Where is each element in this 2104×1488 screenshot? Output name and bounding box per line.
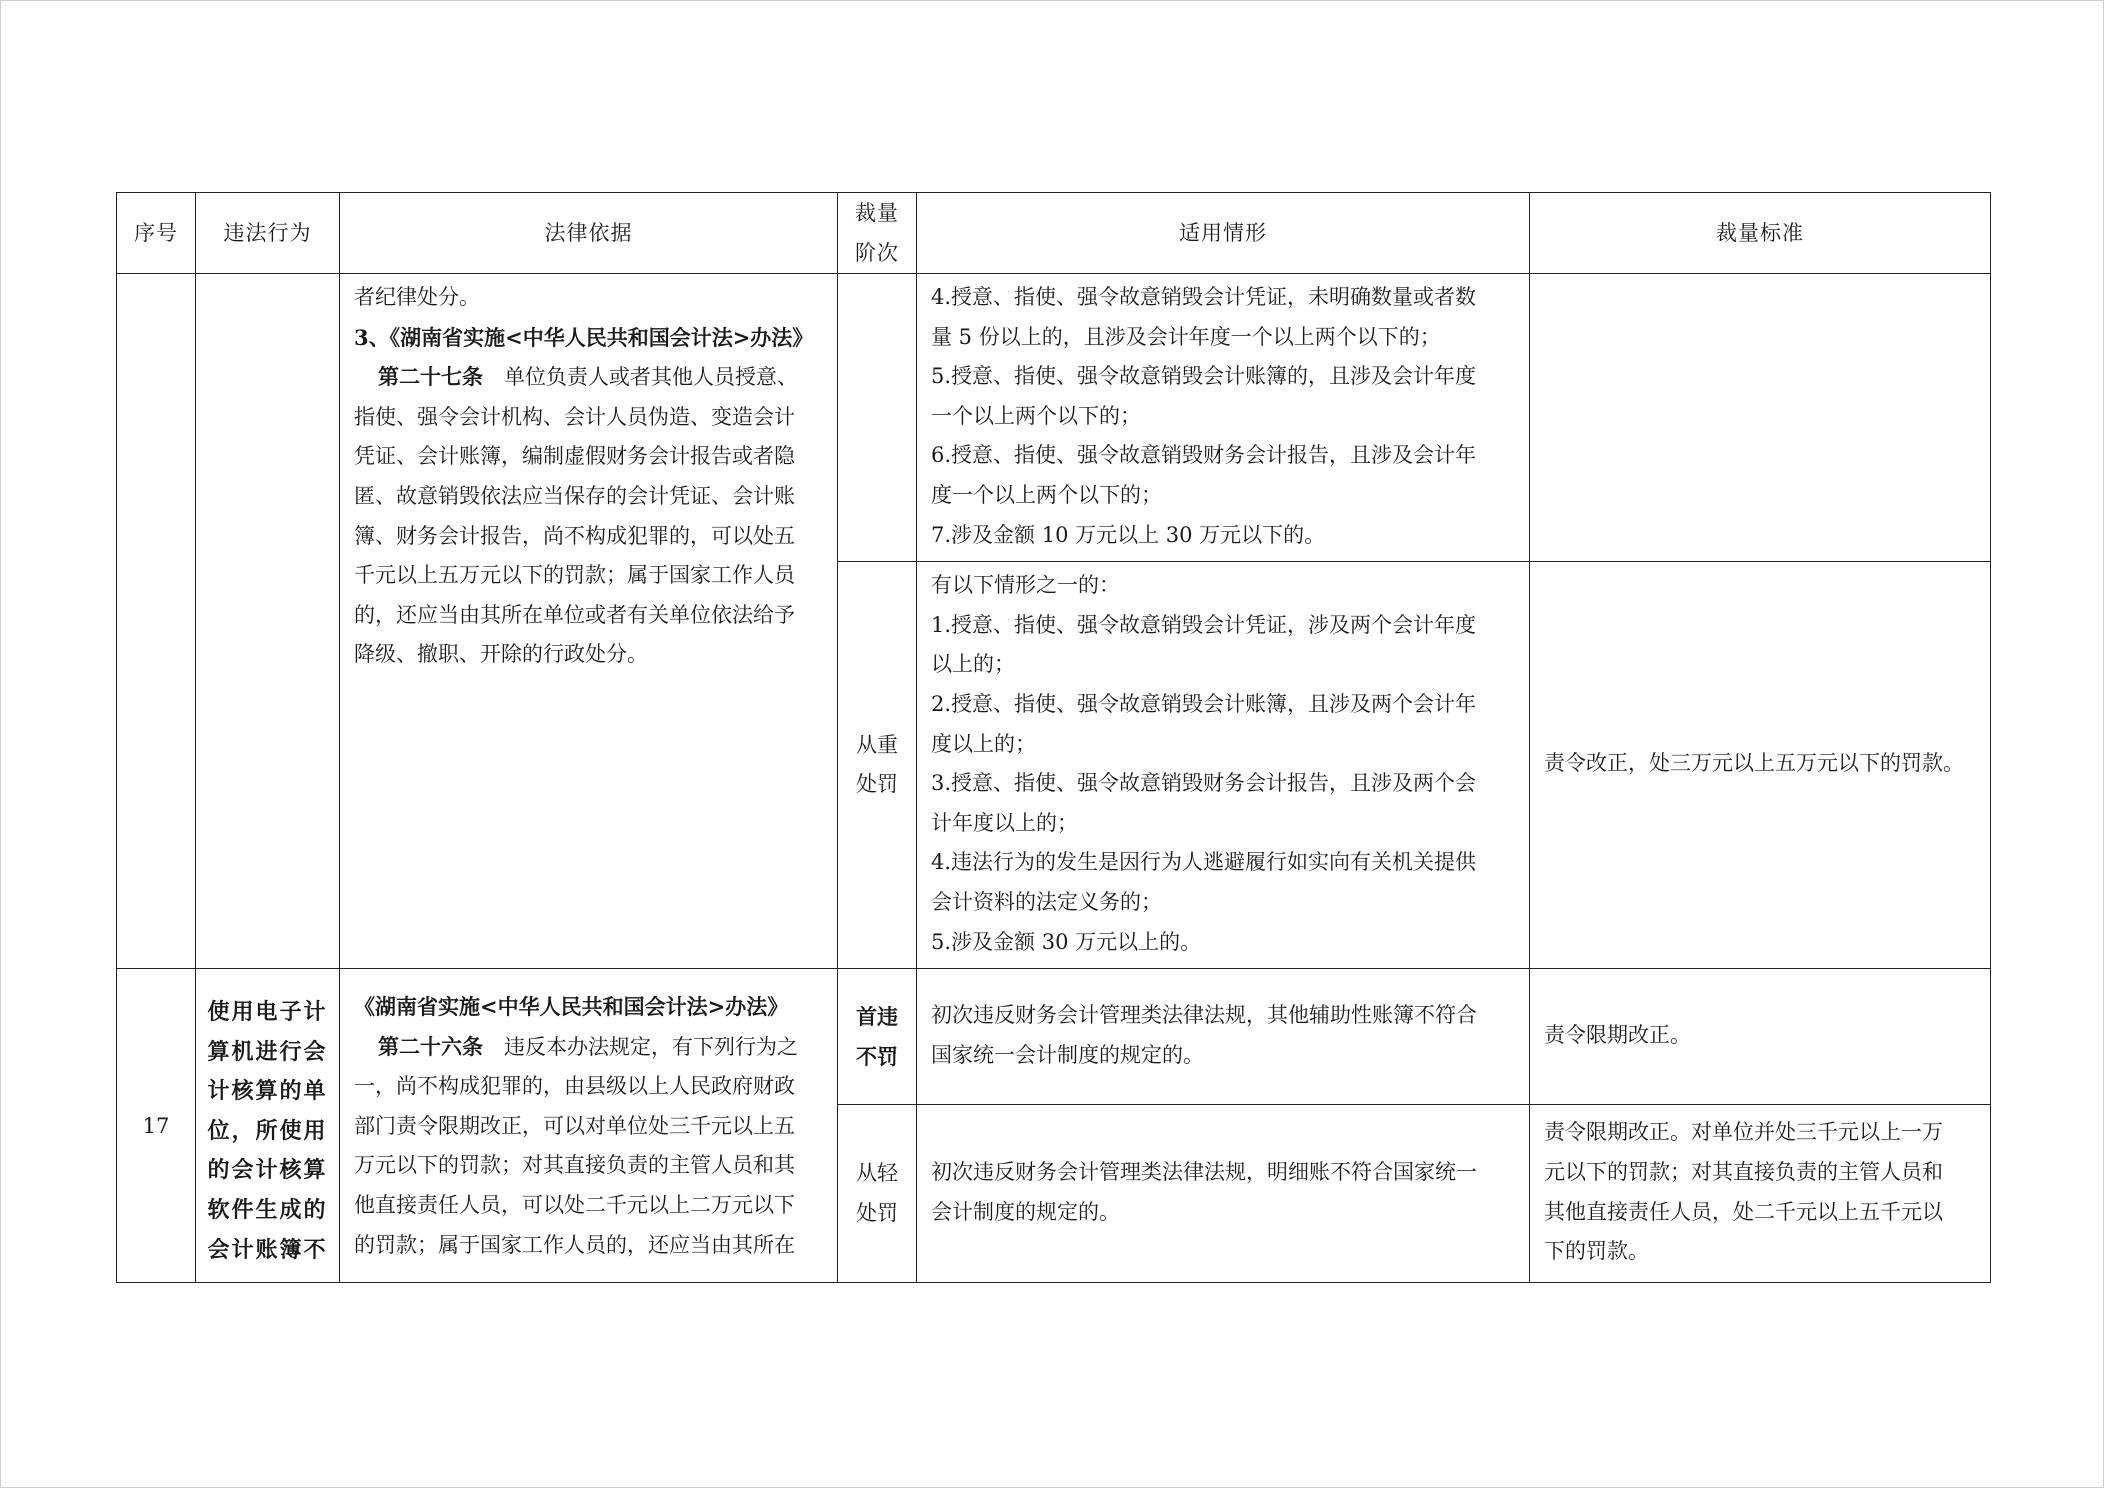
- basis-law-title: 《湖南省实施<中华人民共和国会计法>办法》: [354, 994, 789, 1020]
- situation-line: 国家统一会计制度的规定的。: [931, 1042, 1204, 1067]
- level-line2: 处罚: [856, 772, 898, 797]
- header-basis: 法律依据: [340, 193, 838, 274]
- situation-line: 2.授意、指使、强令故意销毁会计账簿，且涉及两个会计年: [931, 691, 1477, 716]
- basis-line: 匿、故意销毁依法应当保存的会计凭证、会计账: [354, 483, 795, 508]
- header-level: [838, 193, 917, 274]
- basis-line: 降级、撤职、开除的行政处分。: [354, 642, 648, 667]
- basis-line: 部门责令限期改正，可以对单位处三千元以上五: [354, 1113, 795, 1138]
- act-line: 会计账簿不: [207, 1236, 328, 1263]
- row17-first-standard-cell: [1530, 969, 1991, 1105]
- act-line: 使用电子计: [207, 999, 328, 1026]
- level-line1: 从重: [856, 732, 898, 757]
- situation-line: 会计资料的法定义务的；: [931, 889, 1162, 914]
- basis-line: 他直接责任人员，可以处二千元以上二万元以下: [354, 1193, 795, 1218]
- row17-number: 17: [117, 969, 196, 1283]
- situation-line: 初次违反财务会计管理类法律法规，明细账不符合国家统一: [931, 1160, 1477, 1184]
- situation-line: 度以上的；: [931, 731, 1036, 756]
- standard-text: 责令改正，处三万元以上五万元以下的罚款。: [1544, 751, 1964, 776]
- level-line1: 从轻: [856, 1161, 898, 1185]
- header-level-line2: 阶次: [855, 241, 899, 265]
- standard-text: 责令限期改正。: [1544, 1022, 1691, 1047]
- basis-line: 簿、财务会计报告，尚不构成犯罪的，可以处五: [354, 523, 795, 548]
- basis-line: 千元以上五万元以下的罚款；属于国家工作人员: [354, 563, 795, 588]
- header-act: 违法行为: [196, 193, 340, 274]
- act-line: 的会计核算: [207, 1157, 328, 1184]
- basis-line: 万元以下的罚款；对其直接负责的主管人员和其: [354, 1153, 795, 1178]
- basis-text: 违反本办法规定，有下列行为之: [504, 1034, 798, 1059]
- situation-line: 5.授意、指使、强令故意销毁会计账簿的，且涉及会计年度: [931, 364, 1477, 389]
- act-line: 软件生成的: [207, 1197, 328, 1224]
- basis-law-title: 3、《湖南省实施<中华人民共和国会计法>办法》: [354, 324, 814, 350]
- basis-line: 一，尚不构成犯罪的，由县级以上人民政府财政: [354, 1074, 795, 1099]
- discretion-table: [116, 192, 1991, 1283]
- basis-line: 凭证、会计账簿，编制虚假财务会计报告或者隐: [354, 444, 795, 469]
- situation-line: 4.授意、指使、强令故意销毁会计凭证，未明确数量或者数: [931, 285, 1477, 309]
- row16-act-cell: [196, 274, 340, 969]
- situation-line: 一个以上两个以下的；: [931, 403, 1141, 428]
- table-header-row: [117, 193, 1991, 274]
- basis-line: 的，还应当由其所在单位或者有关单位依法给予: [354, 602, 795, 627]
- situation-line: 4.违法行为的发生是因行为人逃避履行如实向有关机关提供: [931, 850, 1477, 875]
- row16-heavy-standard-cell: [1530, 562, 1991, 969]
- row17-light-standard-cell: [1530, 1105, 1991, 1283]
- row17-light-level-cell: [838, 1105, 917, 1283]
- basis-line: 指使、强令会计机构、会计人员伪造、变造会计: [354, 404, 795, 429]
- situation-line: 量 5 份以上的，且涉及会计年度一个以上两个以下的；: [931, 324, 1441, 349]
- header-no: 序号: [117, 193, 196, 274]
- situation-line: 初次违反财务会计管理类法律法规，其他辅助性账簿不符合: [931, 1003, 1477, 1027]
- row16-basis-cell: [340, 274, 838, 969]
- basis-line: 的罚款；属于国家工作人员的，还应当由其所在: [354, 1232, 795, 1257]
- situation-line: 3.授意、指使、强令故意销毁财务会计报告，且涉及两个会: [931, 771, 1477, 796]
- row16-general-level-cell: [838, 274, 917, 562]
- article-number: 第二十七条: [378, 364, 483, 390]
- basis-line: [354, 1027, 823, 1068]
- situation-line: 会计制度的规定的。: [931, 1199, 1120, 1224]
- standard-line: 下的罚款。: [1544, 1239, 1649, 1264]
- basis-line: [354, 357, 823, 398]
- table-row-17-first: [117, 969, 1991, 1105]
- level-line2: 不罚: [856, 1043, 898, 1069]
- basis-line: 者纪律处分。: [354, 285, 480, 309]
- standard-line: 其他直接责任人员，处二千元以上五千元以: [1544, 1199, 1943, 1224]
- basis-text: 单位负责人或者其他人员授意、: [504, 365, 798, 390]
- header-standard: 裁量标准: [1530, 193, 1991, 274]
- row16-no-cell: [117, 274, 196, 969]
- standard-line: 元以下的罚款；对其直接负责的主管人员和: [1544, 1160, 1943, 1184]
- row16-heavy-situation-cell: [917, 562, 1530, 969]
- situation-line: 5.涉及金额 30 万元以上的。: [931, 929, 1202, 954]
- row17-first-situation-cell: [917, 969, 1530, 1105]
- situation-line: 7.涉及金额 10 万元以上 30 万元以下的。: [931, 522, 1326, 547]
- level-line1: 首违: [856, 1004, 898, 1029]
- article-number: 第二十六条: [378, 1033, 483, 1059]
- act-line: 计核算的单: [207, 1078, 328, 1105]
- table-row-16-general: [117, 274, 1991, 562]
- situation-line: 度一个以上两个以下的；: [931, 482, 1162, 507]
- act-line: 算机进行会: [207, 1038, 328, 1065]
- situation-line: 6.授意、指使、强令故意销毁财务会计报告，且涉及会计年: [931, 443, 1477, 468]
- row16-heavy-level-cell: [838, 562, 917, 969]
- row17-light-situation-cell: [917, 1105, 1530, 1283]
- situation-line: 有以下情形之一的：: [931, 573, 1120, 598]
- row16-general-situation-cell: [917, 274, 1530, 562]
- situation-line: 计年度以上的；: [931, 810, 1078, 835]
- row16-general-standard-cell: [1530, 274, 1991, 562]
- header-level-line1: 裁量: [855, 201, 899, 225]
- level-line2: 处罚: [856, 1200, 898, 1225]
- act-line: 位，所使用: [207, 1117, 328, 1144]
- row17-act-cell: [196, 969, 340, 1283]
- row17-first-level-cell: [838, 969, 917, 1105]
- header-situation: 适用情形: [917, 193, 1530, 274]
- standard-line: 责令限期改正。对单位并处三千元以上一万: [1544, 1120, 1943, 1145]
- situation-line: 以上的；: [931, 652, 1015, 677]
- situation-line: 1.授意、指使、强令故意销毁会计凭证，涉及两个会计年度: [931, 612, 1477, 637]
- row17-basis-cell: [340, 969, 838, 1283]
